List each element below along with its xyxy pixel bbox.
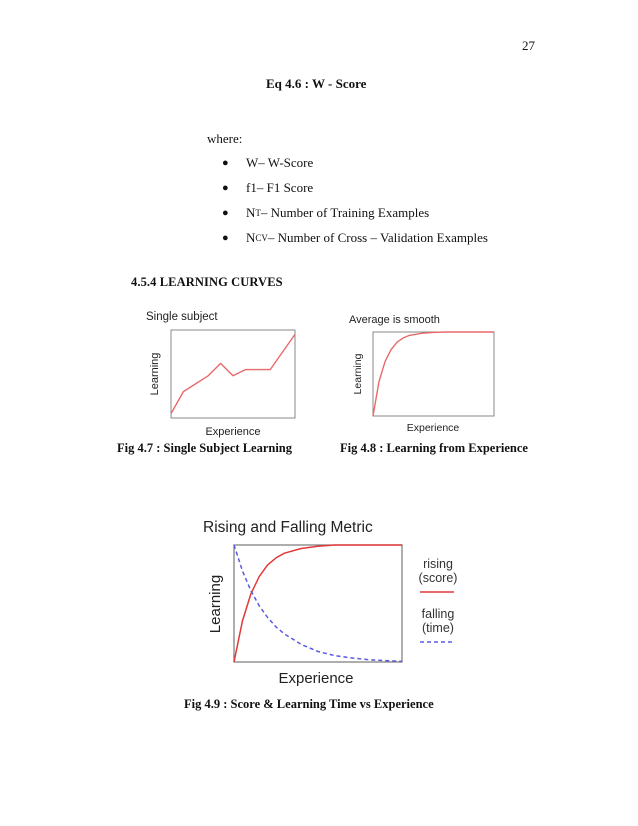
legend-falling-line1: falling [421, 607, 455, 621]
figure-caption-4-8: Fig 4.8 : Learning from Experience [340, 441, 528, 455]
legend [419, 557, 458, 642]
definition-symbol: N [246, 229, 256, 245]
definition-text: – Number of Cross – Validation Examples [267, 229, 488, 245]
chart-single-subject [140, 305, 310, 440]
plot-area [171, 330, 295, 418]
definition-symbol: N [246, 204, 256, 220]
where-label: where: [207, 131, 243, 146]
definition-text: – F1 Score [256, 179, 314, 195]
chart-title: Single subject [146, 311, 218, 323]
x-axis-label: Experience [205, 426, 261, 438]
bullet-icon: ● [222, 231, 229, 244]
chart-rising-falling [196, 512, 468, 690]
definition-subscript: CV [255, 232, 268, 243]
plot-area [373, 332, 494, 416]
x-axis-label: Experience [278, 670, 354, 687]
definition-symbol: W [246, 154, 259, 170]
definition-text: – Number of Training Examples [260, 204, 430, 220]
bullet-icon: ● [222, 206, 229, 219]
definition-item [222, 150, 488, 175]
section-heading: 4.5.4 LEARNING CURVES [131, 275, 283, 289]
definition-item [222, 175, 488, 200]
figure-caption-4-7: Fig 4.7 : Single Subject Learning [117, 441, 293, 455]
chart-title: Average is smooth [349, 314, 440, 326]
x-axis-label: Experience [406, 422, 460, 434]
definition-item [222, 225, 488, 250]
definition-item [222, 200, 488, 225]
legend-rising-line2: (score) [418, 571, 458, 585]
definition-text: – W-Score [258, 154, 314, 170]
equation-caption: Eq 4.6 : W - Score [266, 76, 367, 91]
plot-area [234, 545, 402, 662]
y-axis-label: Learning [352, 353, 364, 395]
bullet-icon: ● [222, 181, 229, 194]
chart-title: Rising and Falling Metric [203, 519, 373, 536]
legend-rising-line1: rising [423, 557, 453, 571]
page-number: 27 [522, 38, 535, 53]
definition-subscript: T [255, 207, 261, 218]
definition-symbol: f1 [246, 179, 257, 195]
y-axis-label: Learning [149, 352, 161, 396]
figure-caption-4-9: Fig 4.9 : Score & Learning Time vs Experience [184, 697, 434, 711]
definition-list [222, 150, 488, 250]
bullet-icon: ● [222, 156, 229, 169]
y-axis-label: Learning [207, 574, 224, 634]
chart-average-smooth [343, 308, 503, 438]
legend-falling-line2: (time) [422, 621, 454, 635]
